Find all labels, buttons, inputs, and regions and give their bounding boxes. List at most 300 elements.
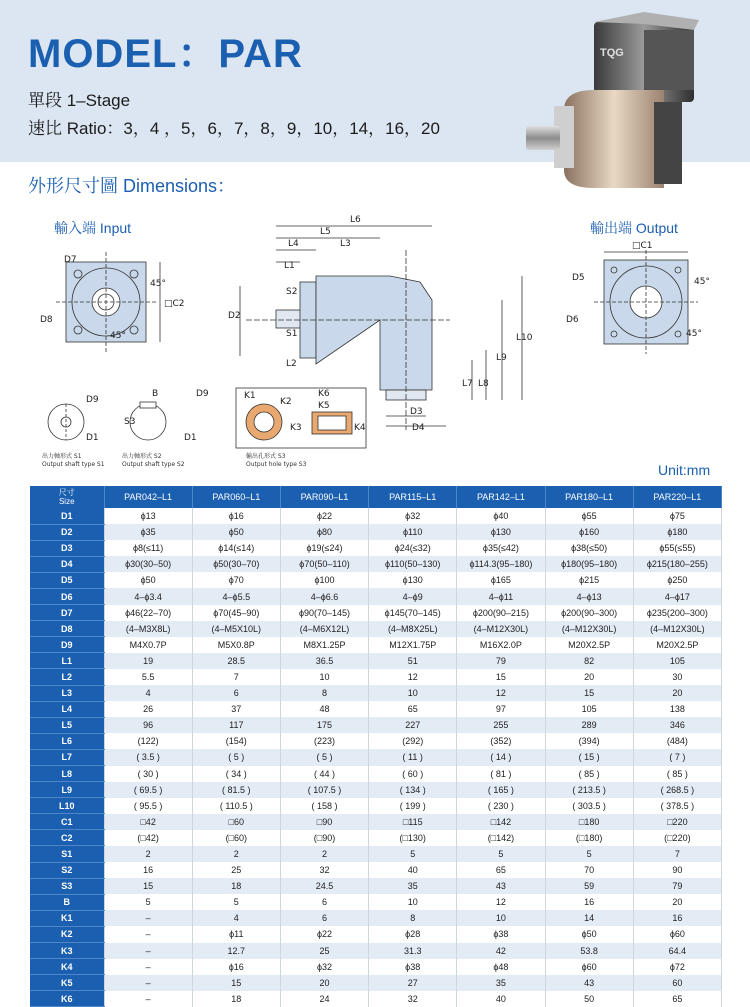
table-cell: ϕ30(30–50) xyxy=(104,556,192,572)
table-row xyxy=(30,556,722,572)
table-cell: ( 81.5 ) xyxy=(192,782,280,798)
table-cell: ( 303.5 ) xyxy=(545,798,633,814)
table-row xyxy=(30,653,722,669)
table-cell: ϕ50 xyxy=(104,572,192,588)
shaft-s1-en: Output shaft type S1 xyxy=(42,461,105,468)
table-cell: ( 158 ) xyxy=(280,798,368,814)
label-l10: L10 xyxy=(516,333,533,343)
table-cell: ϕ114.3(95–180) xyxy=(457,556,545,572)
table-cell: 12 xyxy=(369,669,457,685)
label-k4: K4 xyxy=(354,423,366,433)
table-cell: 12.7 xyxy=(192,943,280,959)
table-cell: 10 xyxy=(369,894,457,910)
table-cell: 42 xyxy=(457,943,545,959)
model-header: PAR220–L1 xyxy=(633,486,721,508)
table-cell: 5 xyxy=(369,846,457,862)
label-l8: L8 xyxy=(478,379,489,389)
table-cell: 2 xyxy=(280,846,368,862)
table-cell: (292) xyxy=(369,733,457,749)
table-cell: M5X0.8P xyxy=(192,637,280,653)
label-l3: L3 xyxy=(340,239,351,249)
row-label: L10 xyxy=(30,798,104,814)
table-cell: 2 xyxy=(104,846,192,862)
row-label: D5 xyxy=(30,572,104,588)
label-s2: S2 xyxy=(286,287,298,297)
table-cell: 14 xyxy=(545,910,633,926)
table-cell: 25 xyxy=(192,862,280,878)
label-l2: L2 xyxy=(286,359,297,369)
table-cell: (352) xyxy=(457,733,545,749)
row-label: S2 xyxy=(30,862,104,878)
table-cell: 70 xyxy=(545,862,633,878)
output-label: 輸出端 Output xyxy=(590,220,678,236)
table-cell: 26 xyxy=(104,701,192,717)
dimensions-title: 外形尺寸圖 Dimensions： xyxy=(28,176,236,196)
table-cell: ϕ40 xyxy=(457,508,545,524)
table-cell: 4–ϕ6.6 xyxy=(280,588,368,604)
table-row xyxy=(30,605,722,621)
label-angle-output: 45° xyxy=(694,277,710,287)
table-cell: 40 xyxy=(369,862,457,878)
table-cell: 24 xyxy=(280,991,368,1007)
table-cell: ϕ200(90–215) xyxy=(457,605,545,621)
table-cell: ϕ8(≤11) xyxy=(104,540,192,556)
row-label: L9 xyxy=(30,782,104,798)
table-cell: 59 xyxy=(545,878,633,894)
table-cell: 18 xyxy=(192,991,280,1007)
table-cell: ( 95.5 ) xyxy=(104,798,192,814)
table-cell: – xyxy=(104,910,192,926)
table-cell: ϕ72 xyxy=(633,959,721,975)
label-l7: L7 xyxy=(462,379,473,389)
dimension-drawing xyxy=(0,190,750,480)
table-cell: ( 110.5 ) xyxy=(192,798,280,814)
table-cell: 64.4 xyxy=(633,943,721,959)
shaft-s3-zh: 輸出孔形式 S3 xyxy=(246,453,286,460)
table-cell: 8 xyxy=(280,685,368,701)
table-cell: ( 44 ) xyxy=(280,766,368,782)
label-d9: D9 xyxy=(86,395,99,405)
table-cell: 35 xyxy=(457,975,545,991)
table-cell: ϕ70(45–90) xyxy=(192,605,280,621)
input-label: 輸入端 Input xyxy=(54,220,132,236)
table-cell: 4–ϕ13 xyxy=(545,588,633,604)
table-row xyxy=(30,846,722,862)
table-body xyxy=(30,508,722,1007)
row-label: K6 xyxy=(30,991,104,1007)
table-cell: 82 xyxy=(545,653,633,669)
table-cell: ϕ16 xyxy=(192,508,280,524)
table-cell: 27 xyxy=(369,975,457,991)
shaft-s1-zh: 出力軸形式 S1 xyxy=(42,453,82,460)
model-header: PAR090–L1 xyxy=(280,486,368,508)
label-d6: D6 xyxy=(566,315,579,325)
label-l6: L6 xyxy=(350,215,361,225)
table-cell: 255 xyxy=(457,717,545,733)
table-cell: 32 xyxy=(369,991,457,1007)
table-cell: ϕ200(90–300) xyxy=(545,605,633,621)
row-label: S3 xyxy=(30,878,104,894)
label-k1: K1 xyxy=(244,391,256,401)
table-row xyxy=(30,830,722,846)
label-s3: S3 xyxy=(124,417,136,427)
table-cell: 5 xyxy=(457,846,545,862)
model-header: PAR115–L1 xyxy=(369,486,457,508)
row-label: B xyxy=(30,894,104,910)
label-c2: □C2 xyxy=(164,299,185,309)
table-row xyxy=(30,959,722,975)
size-header-zh: 尺寸 xyxy=(58,488,75,497)
table-cell: 43 xyxy=(545,975,633,991)
table-cell: ϕ60 xyxy=(545,959,633,975)
table-cell: (4–M3X8L) xyxy=(104,621,192,637)
table-cell: ϕ50 xyxy=(192,524,280,540)
table-cell: ( 85 ) xyxy=(545,766,633,782)
table-cell: 6 xyxy=(192,685,280,701)
size-header-en: Size xyxy=(58,497,75,506)
table-row xyxy=(30,524,722,540)
table-row xyxy=(30,926,722,942)
table-cell: – xyxy=(104,926,192,942)
table-cell: ϕ60 xyxy=(633,926,721,942)
table-cell: – xyxy=(104,943,192,959)
label-d8: D8 xyxy=(40,315,53,325)
row-label: K2 xyxy=(30,926,104,942)
table-cell: ( 378.5 ) xyxy=(633,798,721,814)
row-label: L5 xyxy=(30,717,104,733)
label-angle-input: 45° xyxy=(150,279,166,289)
table-row xyxy=(30,862,722,878)
table-row xyxy=(30,637,722,653)
row-label: L2 xyxy=(30,669,104,685)
table-cell: ( 81 ) xyxy=(457,766,545,782)
unit-label: Unit:mm xyxy=(658,462,711,478)
table-cell: M8X1.25P xyxy=(280,637,368,653)
table-cell: ϕ35(≤42) xyxy=(457,540,545,556)
table-cell: ϕ38 xyxy=(369,959,457,975)
table-cell: ( 30 ) xyxy=(104,766,192,782)
table-cell: ϕ110(50–130) xyxy=(369,556,457,572)
table-cell: 15 xyxy=(545,685,633,701)
table-cell: (□130) xyxy=(369,830,457,846)
table-cell: ( 7 ) xyxy=(633,749,721,765)
table-cell: 18 xyxy=(192,878,280,894)
spec-table xyxy=(30,486,722,1007)
table-cell: ϕ38 xyxy=(457,926,545,942)
row-label: L4 xyxy=(30,701,104,717)
table-cell: 8 xyxy=(369,910,457,926)
label-k5: K5 xyxy=(318,401,330,411)
table-cell: ( 15 ) xyxy=(545,749,633,765)
table-cell: 20 xyxy=(633,685,721,701)
row-label: D1 xyxy=(30,508,104,524)
table-row xyxy=(30,894,722,910)
table-cell: 37 xyxy=(192,701,280,717)
table-cell: ϕ55(≤55) xyxy=(633,540,721,556)
table-cell: (4–M8X25L) xyxy=(369,621,457,637)
table-cell: ( 213.5 ) xyxy=(545,782,633,798)
table-cell: 20 xyxy=(633,894,721,910)
table-cell: ϕ215 xyxy=(545,572,633,588)
table-cell: ϕ14(≤14) xyxy=(192,540,280,556)
table-cell: ( 134 ) xyxy=(369,782,457,798)
table-cell: ϕ70 xyxy=(192,572,280,588)
table-cell: 16 xyxy=(545,894,633,910)
row-label: L1 xyxy=(30,653,104,669)
table-cell: ( 199 ) xyxy=(369,798,457,814)
table-cell: ϕ180 xyxy=(633,524,721,540)
table-cell: 4 xyxy=(104,685,192,701)
row-label: L3 xyxy=(30,685,104,701)
model-header: PAR180–L1 xyxy=(545,486,633,508)
row-label: K4 xyxy=(30,959,104,975)
table-cell: □115 xyxy=(369,814,457,830)
table-cell: (4–M12X30L) xyxy=(545,621,633,637)
table-row xyxy=(30,878,722,894)
table-cell: 2 xyxy=(192,846,280,862)
model-title: MODEL：PAR xyxy=(28,32,303,76)
table-cell: ϕ32 xyxy=(369,508,457,524)
table-cell: 35 xyxy=(369,878,457,894)
table-cell: 15 xyxy=(192,975,280,991)
table-cell: ϕ110 xyxy=(369,524,457,540)
table-cell: 138 xyxy=(633,701,721,717)
row-label: D4 xyxy=(30,556,104,572)
table-cell: (223) xyxy=(280,733,368,749)
table-cell: 40 xyxy=(457,991,545,1007)
shaft-s2-en: Output shaft type S2 xyxy=(122,461,185,468)
label-d3: D3 xyxy=(410,407,423,417)
table-cell: ϕ13 xyxy=(104,508,192,524)
table-row xyxy=(30,701,722,717)
table-cell: 7 xyxy=(192,669,280,685)
table-row xyxy=(30,798,722,814)
label-l9: L9 xyxy=(496,353,507,363)
table-row xyxy=(30,814,722,830)
row-label: L6 xyxy=(30,733,104,749)
table-row xyxy=(30,717,722,733)
label-s1: S1 xyxy=(286,329,298,339)
row-label: D6 xyxy=(30,588,104,604)
table-cell: ( 5 ) xyxy=(280,749,368,765)
table-cell: (□180) xyxy=(545,830,633,846)
table-row xyxy=(30,508,722,524)
label-d2: D2 xyxy=(228,311,241,321)
row-label: L7 xyxy=(30,749,104,765)
table-cell: (484) xyxy=(633,733,721,749)
table-cell: (4–M6X12L) xyxy=(280,621,368,637)
table-cell: ϕ46(22–70) xyxy=(104,605,192,621)
table-cell: ϕ38(≤50) xyxy=(545,540,633,556)
table-cell: ϕ160 xyxy=(545,524,633,540)
size-header xyxy=(30,486,104,508)
table-cell: 12 xyxy=(457,894,545,910)
table-cell: ( 34 ) xyxy=(192,766,280,782)
label-k6: K6 xyxy=(318,389,330,399)
table-cell: (154) xyxy=(192,733,280,749)
table-cell: ϕ90(70–145) xyxy=(280,605,368,621)
table-row xyxy=(30,943,722,959)
table-cell: (□220) xyxy=(633,830,721,846)
table-cell: ϕ80 xyxy=(280,524,368,540)
row-label: C1 xyxy=(30,814,104,830)
table-cell: □142 xyxy=(457,814,545,830)
table-cell: 15 xyxy=(457,669,545,685)
table-cell: ( 11 ) xyxy=(369,749,457,765)
table-cell: – xyxy=(104,991,192,1007)
table-cell: ( 165 ) xyxy=(457,782,545,798)
table-cell: ( 3.5 ) xyxy=(104,749,192,765)
label-d4: D4 xyxy=(412,423,425,433)
table-cell: M20X2.5P xyxy=(633,637,721,653)
table-cell: 65 xyxy=(633,991,721,1007)
table-cell: ( 14 ) xyxy=(457,749,545,765)
table-row xyxy=(30,766,722,782)
input-end-view xyxy=(56,252,160,352)
table-cell: 79 xyxy=(633,878,721,894)
table-cell: (4–M12X30L) xyxy=(633,621,721,637)
table-cell: 60 xyxy=(633,975,721,991)
table-cell: 346 xyxy=(633,717,721,733)
table-cell: 32 xyxy=(280,862,368,878)
table-cell: ( 85 ) xyxy=(633,766,721,782)
table-cell: 65 xyxy=(457,862,545,878)
label-angle-input-2: 45° xyxy=(110,331,126,341)
label-d9-s2: D9 xyxy=(196,389,209,399)
table-cell: 6 xyxy=(280,910,368,926)
table-cell: ϕ70(50–110) xyxy=(280,556,368,572)
table-cell: 4–ϕ9 xyxy=(369,588,457,604)
table-cell: 28.5 xyxy=(192,653,280,669)
table-cell: 90 xyxy=(633,862,721,878)
label-b: B xyxy=(152,389,159,399)
table-header-row xyxy=(30,486,722,508)
table-cell: 227 xyxy=(369,717,457,733)
table-cell: □60 xyxy=(192,814,280,830)
table-cell: (122) xyxy=(104,733,192,749)
table-cell: ( 60 ) xyxy=(369,766,457,782)
table-cell: 7 xyxy=(633,846,721,862)
table-cell: ϕ130 xyxy=(457,524,545,540)
table-cell: ( 268.5 ) xyxy=(633,782,721,798)
row-label: S1 xyxy=(30,846,104,862)
table-cell: ( 69.5 ) xyxy=(104,782,192,798)
table-cell: 12 xyxy=(457,685,545,701)
row-label: D9 xyxy=(30,637,104,653)
label-d7: D7 xyxy=(64,255,77,265)
model-header: PAR042–L1 xyxy=(104,486,192,508)
label-l4: L4 xyxy=(288,239,299,249)
table-row xyxy=(30,621,722,637)
ratio-text: 速比 Ratio：3，4 ，5，6，7，8，9，10，14，16，20 xyxy=(28,119,440,138)
row-label: D3 xyxy=(30,540,104,556)
table-cell: 6 xyxy=(280,894,368,910)
table-cell: ϕ250 xyxy=(633,572,721,588)
brand-logo: TQG xyxy=(600,47,624,59)
shaft-s3-en: Output hole type S3 xyxy=(246,461,307,468)
table-cell: 5 xyxy=(104,894,192,910)
table-cell: 16 xyxy=(633,910,721,926)
table-cell: ϕ235(200–300) xyxy=(633,605,721,621)
table-cell: – xyxy=(104,959,192,975)
table-cell: 5 xyxy=(545,846,633,862)
table-row xyxy=(30,669,722,685)
table-cell: ϕ145(70–145) xyxy=(369,605,457,621)
table-cell: 25 xyxy=(280,943,368,959)
table-cell: 36.5 xyxy=(280,653,368,669)
table-cell: 48 xyxy=(280,701,368,717)
table-cell: ( 5 ) xyxy=(192,749,280,765)
output-end-view xyxy=(594,250,698,354)
table-cell: ϕ55 xyxy=(545,508,633,524)
table-cell: – xyxy=(104,975,192,991)
table-cell: (□60) xyxy=(192,830,280,846)
row-label: L8 xyxy=(30,766,104,782)
table-cell: □90 xyxy=(280,814,368,830)
table-cell: 10 xyxy=(369,685,457,701)
table-cell: ϕ50 xyxy=(545,926,633,942)
gearbox-product-image xyxy=(524,10,724,198)
label-k2: K2 xyxy=(280,397,292,407)
table-row xyxy=(30,782,722,798)
table-cell: 15 xyxy=(104,878,192,894)
row-label: D8 xyxy=(30,621,104,637)
model-header: PAR142–L1 xyxy=(457,486,545,508)
label-l5: L5 xyxy=(320,227,331,237)
table-cell: ϕ215(180–255) xyxy=(633,556,721,572)
table-cell: 4–ϕ11 xyxy=(457,588,545,604)
label-d1: D1 xyxy=(86,433,99,443)
table-cell: (394) xyxy=(545,733,633,749)
table-cell: M12X1.75P xyxy=(369,637,457,653)
row-label: K1 xyxy=(30,910,104,926)
table-row xyxy=(30,588,722,604)
table-cell: ϕ16 xyxy=(192,959,280,975)
table-cell: ( 107.5 ) xyxy=(280,782,368,798)
row-label: C2 xyxy=(30,830,104,846)
table-cell: (4–M5X10L) xyxy=(192,621,280,637)
table-cell: 105 xyxy=(633,653,721,669)
row-label: K3 xyxy=(30,943,104,959)
table-cell: 105 xyxy=(545,701,633,717)
table-cell: 20 xyxy=(545,669,633,685)
table-cell: ϕ24(≤32) xyxy=(369,540,457,556)
table-cell: 117 xyxy=(192,717,280,733)
table-cell: 97 xyxy=(457,701,545,717)
label-k3: K3 xyxy=(290,423,302,433)
table-cell: 175 xyxy=(280,717,368,733)
table-cell: □42 xyxy=(104,814,192,830)
table-cell: 50 xyxy=(545,991,633,1007)
label-angle-output-2: 45° xyxy=(686,329,702,339)
table-cell: 4 xyxy=(192,910,280,926)
table-cell: ϕ11 xyxy=(192,926,280,942)
table-cell: ϕ48 xyxy=(457,959,545,975)
row-label: K5 xyxy=(30,975,104,991)
shaft-type-s1 xyxy=(48,404,84,440)
table-cell: 16 xyxy=(104,862,192,878)
table-cell: 4–ϕ17 xyxy=(633,588,721,604)
table-cell: 289 xyxy=(545,717,633,733)
table-cell: ( 230 ) xyxy=(457,798,545,814)
table-cell: ϕ19(≤24) xyxy=(280,540,368,556)
table-cell: 4–ϕ3.4 xyxy=(104,588,192,604)
table-cell: ϕ28 xyxy=(369,926,457,942)
table-cell: ϕ32 xyxy=(280,959,368,975)
table-cell: ϕ50(30–70) xyxy=(192,556,280,572)
table-cell: 5.5 xyxy=(104,669,192,685)
table-cell: □180 xyxy=(545,814,633,830)
